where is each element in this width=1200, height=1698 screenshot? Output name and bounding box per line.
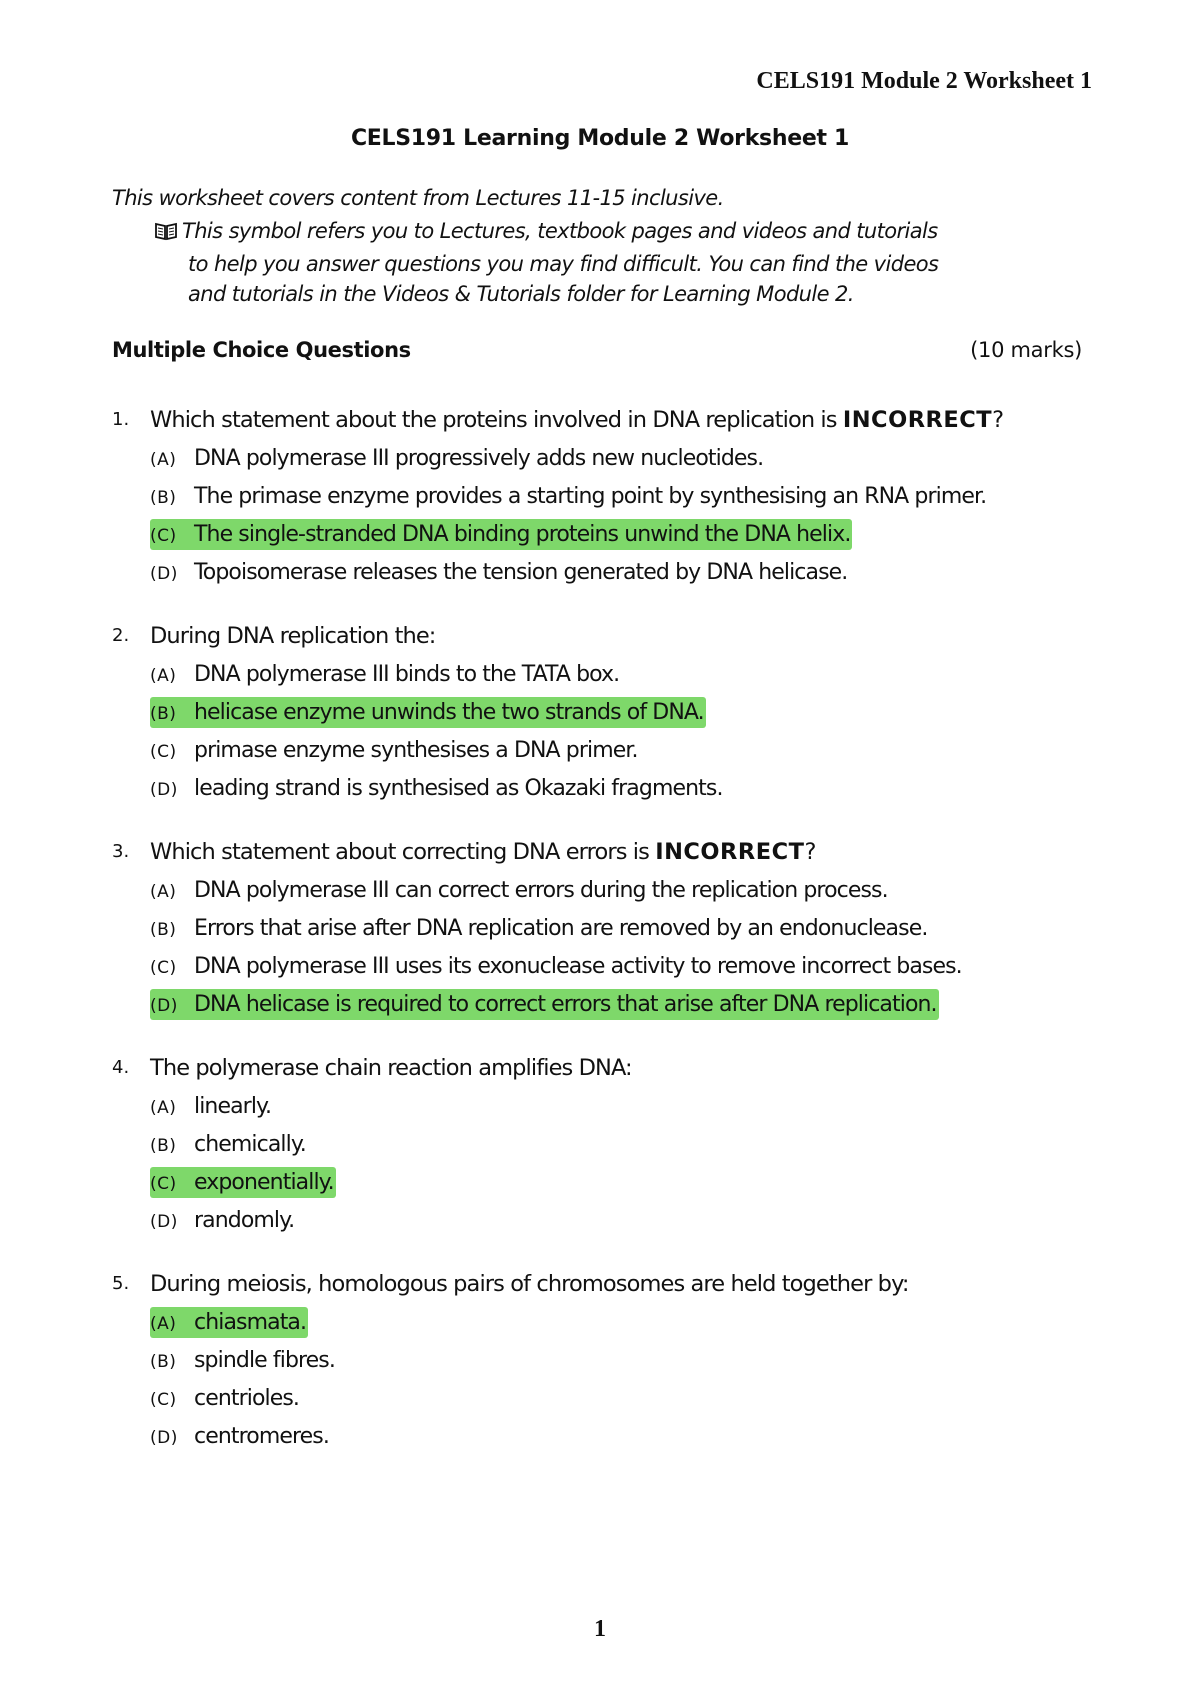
option-text: randomly. xyxy=(194,1208,295,1233)
section-title: Multiple Choice Questions xyxy=(112,338,411,362)
option-letter: (A) xyxy=(150,666,177,686)
option-letter: (C) xyxy=(150,1390,177,1410)
question-number: 4. xyxy=(112,1057,130,1078)
option-letter: (A) xyxy=(150,1314,177,1334)
option-text: DNA helicase is required to correct errors that arise after DNA replication. xyxy=(194,992,937,1017)
worksheet-title: CELS191 Learning Module 2 Worksheet 1 xyxy=(350,126,850,151)
option-body xyxy=(150,875,890,906)
highlighted-answer xyxy=(150,697,706,728)
option-body xyxy=(150,659,621,690)
option-text: chemically. xyxy=(194,1132,306,1157)
option-letter: (B) xyxy=(150,488,177,508)
option-text: DNA polymerase III uses its exonuclease activity to remove incorrect bases. xyxy=(194,954,962,979)
option-letter: (B) xyxy=(150,704,177,724)
option-body xyxy=(150,913,929,944)
question-stem xyxy=(112,400,1102,440)
option-body xyxy=(150,1091,273,1122)
option-letter: (B) xyxy=(150,1136,177,1156)
question-5 xyxy=(112,1264,1102,1456)
option-letter: (D) xyxy=(150,1212,178,1232)
answer-option xyxy=(150,1418,1102,1456)
stem-text: Which statement about correcting DNA errors is xyxy=(150,839,656,865)
stem-emphasis: INCORRECT xyxy=(655,839,805,865)
answer-option xyxy=(150,1202,1102,1240)
option-text: linearly. xyxy=(194,1094,272,1119)
question-text xyxy=(150,1048,632,1088)
question-text xyxy=(150,832,816,872)
answer-option xyxy=(150,1126,1102,1164)
section-marks: (10 marks) xyxy=(970,338,1082,362)
option-body xyxy=(150,773,725,804)
option-text: leading strand is synthesised as Okazaki fragments. xyxy=(194,776,723,801)
option-letter: (D) xyxy=(150,996,178,1016)
note-line: and tutorials in the Videos & Tutorials folder for Learning Module 2. xyxy=(188,282,854,306)
question-number: 3. xyxy=(112,841,130,862)
stem-text: During DNA replication the: xyxy=(150,623,436,649)
option-text: The single-stranded DNA binding proteins unwind the DNA helix. xyxy=(194,522,851,547)
question-list xyxy=(112,400,1102,1480)
note-line xyxy=(154,216,1094,249)
option-letter: (D) xyxy=(150,1428,178,1448)
option-body xyxy=(150,481,988,512)
stem-text: The polymerase chain reaction amplifies DNA: xyxy=(150,1055,632,1081)
option-body xyxy=(150,1421,331,1452)
option-body xyxy=(150,443,765,474)
book-icon xyxy=(154,219,182,249)
option-text: spindle fibres. xyxy=(194,1348,335,1373)
answer-option xyxy=(150,478,1102,516)
option-list xyxy=(112,440,1102,592)
stem-emphasis: INCORRECT xyxy=(842,407,993,433)
section-heading xyxy=(112,338,1082,362)
stem-end: ? xyxy=(992,407,1004,433)
question-text xyxy=(150,400,1003,440)
answer-option xyxy=(150,986,1102,1024)
answer-option xyxy=(150,554,1102,592)
option-body xyxy=(150,557,849,588)
page-number: 1 xyxy=(594,1616,606,1642)
option-letter: (B) xyxy=(150,1352,177,1372)
question-text xyxy=(150,1264,909,1304)
option-body xyxy=(150,1383,301,1414)
stem-end: ? xyxy=(804,839,816,865)
question-text xyxy=(150,616,435,656)
option-letter: (C) xyxy=(150,526,177,546)
option-letter: (C) xyxy=(150,958,177,978)
reference-note xyxy=(154,216,1094,309)
answer-option xyxy=(150,694,1102,732)
option-text: Errors that arise after DNA replication are removed by an endonuclease. xyxy=(194,916,928,941)
highlighted-answer xyxy=(150,1307,308,1338)
question-1 xyxy=(112,400,1102,592)
answer-option xyxy=(150,1088,1102,1126)
option-body xyxy=(150,735,640,766)
option-list xyxy=(112,872,1102,1024)
option-body xyxy=(150,1205,296,1236)
question-3 xyxy=(112,832,1102,1024)
question-number: 1. xyxy=(112,409,130,430)
option-text: centrioles. xyxy=(194,1386,300,1411)
question-stem xyxy=(112,832,1102,872)
option-letter: (A) xyxy=(150,882,177,902)
option-text: exponentially. xyxy=(194,1170,334,1195)
answer-option xyxy=(150,1380,1102,1418)
answer-option xyxy=(150,1304,1102,1342)
option-text: primase enzyme synthesises a DNA primer. xyxy=(194,738,638,763)
highlighted-answer xyxy=(150,989,939,1020)
note-text: This symbol refers you to Lectures, textbook pages and videos and tutorials xyxy=(182,219,938,243)
option-list xyxy=(112,656,1102,808)
question-number: 2. xyxy=(112,625,130,646)
option-letter: (D) xyxy=(150,780,178,800)
intro-text: This worksheet covers content from Lectures 11-15 inclusive. xyxy=(112,186,724,210)
option-letter: (A) xyxy=(150,1098,177,1118)
answer-option xyxy=(150,872,1102,910)
question-stem xyxy=(112,1048,1102,1088)
answer-option xyxy=(150,732,1102,770)
answer-option xyxy=(150,910,1102,948)
option-text: centromeres. xyxy=(194,1424,329,1449)
note-line: to help you answer questions you may find difficult. You can find the videos xyxy=(188,252,939,276)
question-stem xyxy=(112,1264,1102,1304)
option-list xyxy=(112,1088,1102,1240)
option-text: DNA polymerase III can correct errors during the replication process. xyxy=(194,878,888,903)
stem-text: During meiosis, homologous pairs of chromosomes are held together by: xyxy=(150,1271,909,1297)
answer-option xyxy=(150,948,1102,986)
option-letter: (C) xyxy=(150,742,177,762)
option-text: The primase enzyme provides a starting point by synthesising an RNA primer. xyxy=(194,484,987,509)
option-list xyxy=(112,1304,1102,1456)
answer-option xyxy=(150,1164,1102,1202)
answer-option xyxy=(150,656,1102,694)
option-text: helicase enzyme unwinds the two strands of DNA. xyxy=(194,700,704,725)
option-body xyxy=(150,1345,337,1376)
option-letter: (B) xyxy=(150,920,177,940)
option-text: chiasmata. xyxy=(194,1310,307,1335)
highlighted-answer xyxy=(150,519,852,550)
running-header: CELS191 Module 2 Worksheet 1 xyxy=(756,68,1092,94)
answer-option xyxy=(150,440,1102,478)
option-text: DNA polymerase III progressively adds new nucleotides. xyxy=(194,446,764,471)
option-letter: (C) xyxy=(150,1174,177,1194)
answer-option xyxy=(150,1342,1102,1380)
option-text: Topoisomerase releases the tension generated by DNA helicase. xyxy=(194,560,848,585)
option-letter: (D) xyxy=(150,564,178,584)
question-4 xyxy=(112,1048,1102,1240)
option-text: DNA polymerase III binds to the TATA box. xyxy=(194,662,620,687)
option-body xyxy=(150,951,964,982)
option-letter: (A) xyxy=(150,450,177,470)
question-2 xyxy=(112,616,1102,808)
stem-text: Which statement about the proteins involved in DNA replication is xyxy=(150,407,843,433)
highlighted-answer xyxy=(150,1167,336,1198)
answer-option xyxy=(150,516,1102,554)
question-stem xyxy=(112,616,1102,656)
answer-option xyxy=(150,770,1102,808)
option-body xyxy=(150,1129,308,1160)
question-number: 5. xyxy=(112,1273,130,1294)
